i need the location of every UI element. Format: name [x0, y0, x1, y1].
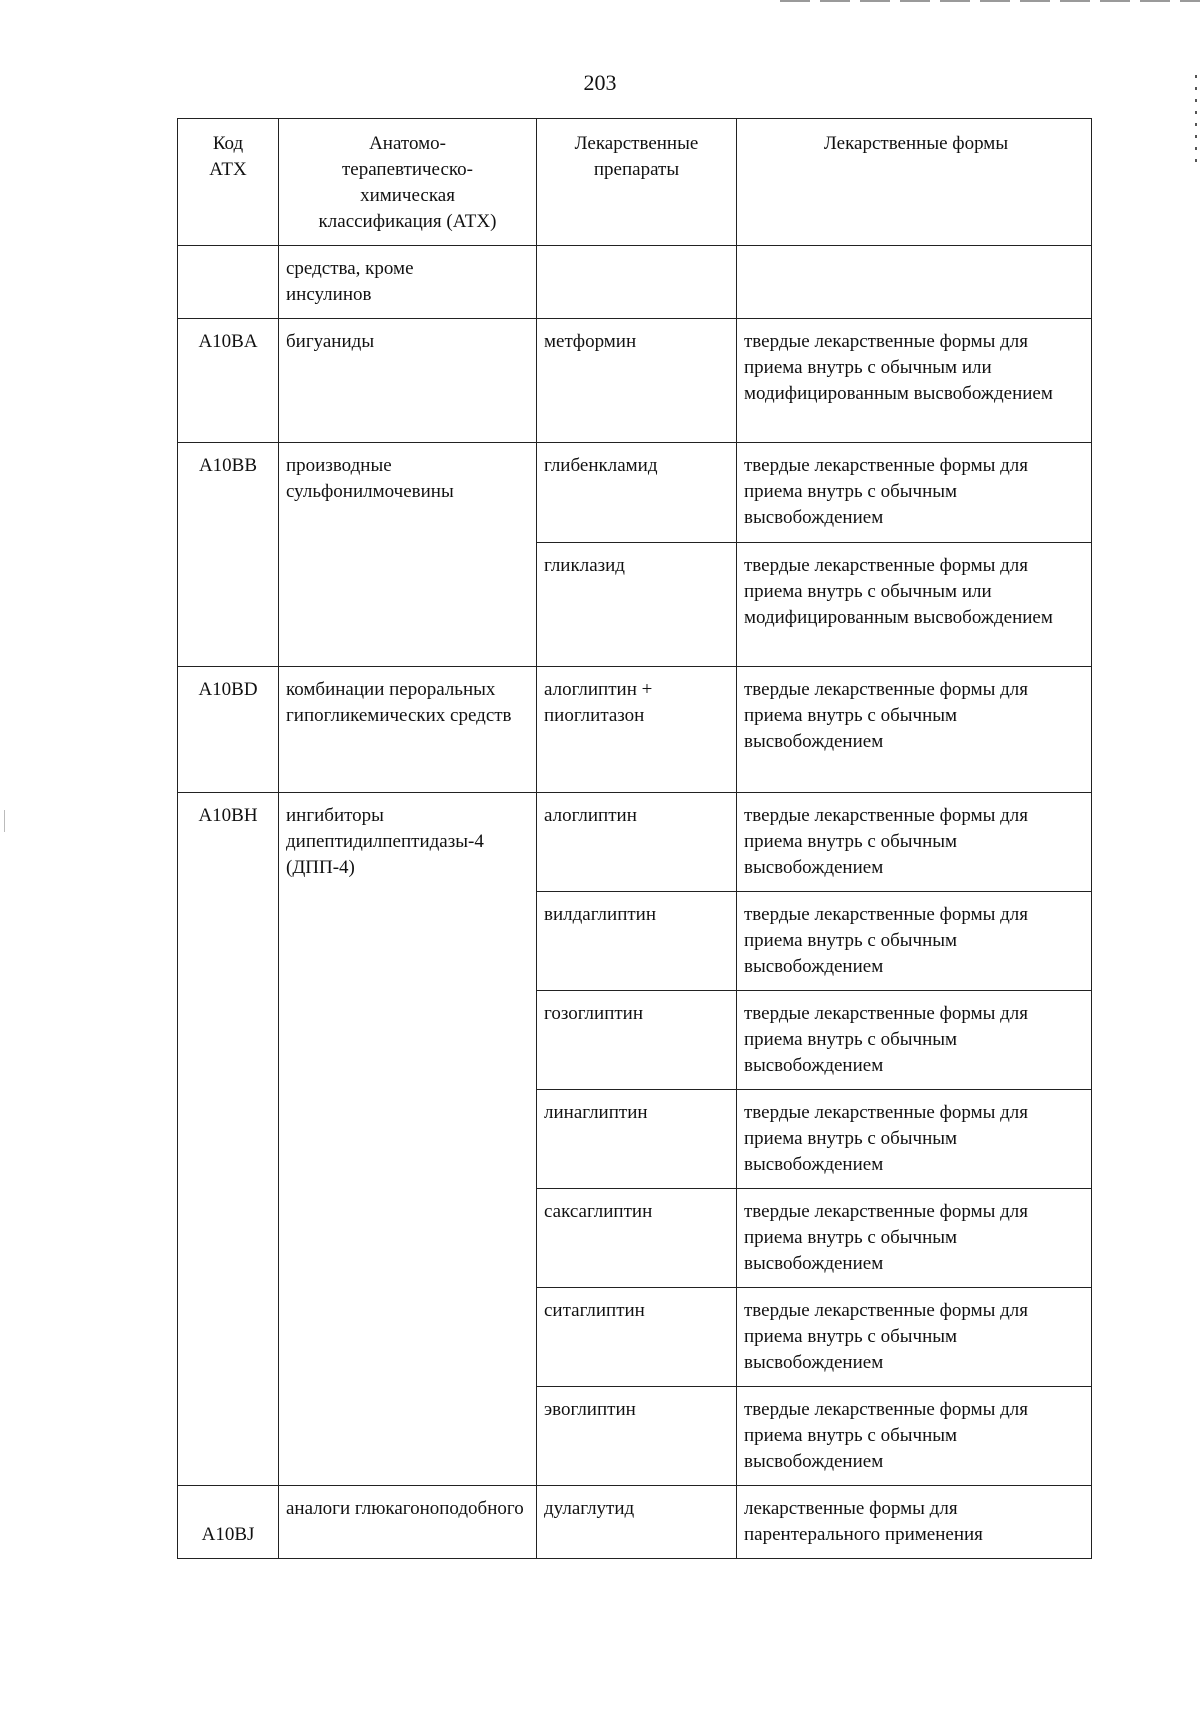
table-row	[178, 1486, 1092, 1559]
cell-classification: комбинации пероральных гипогликемических средств	[279, 667, 537, 793]
cell-form: твердые лекарственные формы для приема внутрь с обычным высвобождением	[737, 1090, 1092, 1189]
cell-drug: алоглиптин + пиоглитазон	[537, 667, 737, 793]
cell-drug-empty	[537, 246, 737, 319]
header-classification: Анатомо-терапевтическо-химическая классификация (АТХ)	[279, 119, 537, 246]
table-row-continuation	[178, 246, 1092, 319]
cell-form: твердые лекарственные формы для приема внутрь с обычным высвобождением	[737, 1288, 1092, 1387]
cell-classification: аналоги глюкагоноподобного	[279, 1486, 537, 1559]
scan-edge-mark	[780, 0, 1200, 2]
cell-drug: вилдаглиптин	[537, 892, 737, 991]
cell-form: твердые лекарственные формы для приема внутрь с обычным высвобождением	[737, 793, 1092, 892]
cell-drug: метформин	[537, 319, 737, 443]
cell-code: A10BD	[178, 667, 279, 793]
cell-code: A10BH	[178, 793, 279, 1486]
header-forms: Лекарственные формы	[737, 119, 1092, 246]
cell-form: твердые лекарственные формы для приема внутрь с обычным высвобождением	[737, 443, 1092, 543]
cell-form: твердые лекарственные формы для приема внутрь с обычным высвобождением	[737, 892, 1092, 991]
cell-drug: гликлазид	[537, 543, 737, 667]
cell-drug: дулаглутид	[537, 1486, 737, 1559]
cell-drug: линаглиптин	[537, 1090, 737, 1189]
cell-drug: ситаглиптин	[537, 1288, 737, 1387]
scan-left-mark	[4, 810, 5, 832]
cell-code-empty	[178, 246, 279, 319]
cell-classification: средства, кроме инсулинов	[279, 246, 537, 319]
table-header-row	[178, 119, 1092, 246]
cell-form: твердые лекарственные формы для приема внутрь с обычным или модифицированным высвобождением	[737, 543, 1092, 667]
cell-classification: бигуаниды	[279, 319, 537, 443]
page-number: 203	[583, 70, 617, 95]
cell-classification: производные сульфонилмочевины	[279, 443, 537, 667]
cell-drug: саксаглиптин	[537, 1189, 737, 1288]
cell-drug: глибенкламид	[537, 443, 737, 543]
cell-code: A10BA	[178, 319, 279, 443]
cell-code: A10BB	[178, 443, 279, 667]
cell-form: твердые лекарственные формы для приема внутрь с обычным высвобождением	[737, 667, 1092, 793]
table-row	[178, 793, 1092, 892]
cell-drug: эвоглиптин	[537, 1387, 737, 1486]
table-row	[178, 443, 1092, 543]
cell-classification: ингибиторы дипептидилпептидазы-4 (ДПП-4)	[279, 793, 537, 1486]
cell-form: твердые лекарственные формы для приема внутрь с обычным или модифицированным высвобождением	[737, 319, 1092, 443]
cell-drug: алоглиптин	[537, 793, 737, 892]
table-row	[178, 319, 1092, 443]
header-drugs: Лекарственные препараты	[537, 119, 737, 246]
cell-code: A10BJ	[178, 1486, 279, 1559]
cell-form: твердые лекарственные формы для приема внутрь с обычным высвобождением	[737, 991, 1092, 1090]
atx-table	[177, 118, 1092, 1559]
table-row	[178, 667, 1092, 793]
header-code: Код АТХ	[178, 119, 279, 246]
cell-form: лекарственные формы для парентерального применения	[737, 1486, 1092, 1559]
cell-form-empty	[737, 246, 1092, 319]
cell-form: твердые лекарственные формы для приема внутрь с обычным высвобождением	[737, 1189, 1092, 1288]
cell-drug: гозоглиптин	[537, 991, 737, 1090]
cell-form: твердые лекарственные формы для приема внутрь с обычным высвобождением	[737, 1387, 1092, 1486]
